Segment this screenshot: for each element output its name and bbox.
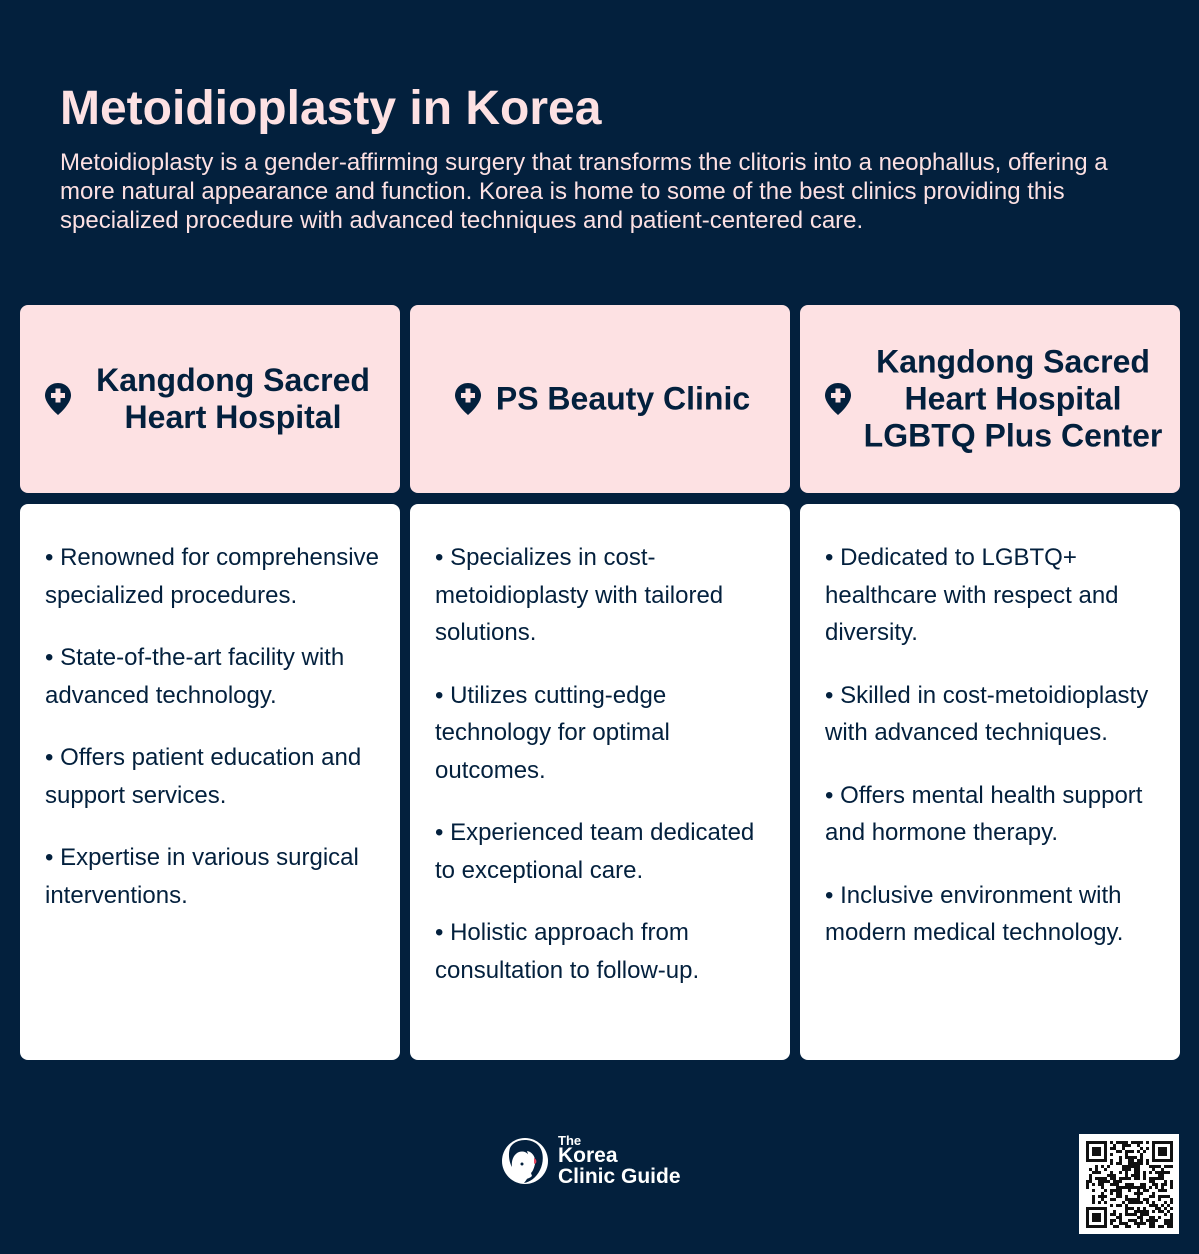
hospital-pin-icon (824, 382, 852, 416)
clinic-name: Kangdong Sacred Heart Hospital LGBTQ Plus Center (863, 343, 1163, 454)
qr-code (1079, 1134, 1179, 1234)
clinic-point: • Specializes in cost-metoidioplasty with tailored solutions. (435, 544, 724, 646)
clinic-card-body (800, 504, 1180, 1060)
woman-profile-logo-icon (500, 1134, 550, 1186)
clinic-point: • Offers patient education and support services. (45, 744, 362, 809)
clinic-point: • Renowned for comprehensive specialized procedures. (45, 544, 379, 609)
clinic-card-header (410, 305, 790, 493)
page-title: Metoidioplasty in Korea (60, 82, 602, 135)
clinic-point: • State-of-the-art facility with advanced technology. (45, 644, 345, 709)
clinic-point: • Dedicated to LGBTQ+ healthcare with respect and diversity. (825, 544, 1119, 646)
clinic-point: • Inclusive environment with modern medical technology. (825, 881, 1124, 946)
logo-line-clinic-guide: Clinic Guide (558, 1165, 681, 1188)
clinic-name: PS Beauty Clinic (495, 380, 751, 417)
logo-line-korea: Korea (558, 1144, 618, 1167)
page-intro: Metoidioplasty is a gender-affirming surgery that transforms the clitoris into a neophallus, offering a more natural appearance and function. Korea is home to some of the best clinics providing this specialized procedure with advanced techniques and patient-centered care. (60, 149, 1108, 234)
hospital-pin-icon (454, 382, 482, 416)
clinic-point: • Expertise in various surgical interventions. (45, 844, 359, 909)
clinic-name: Kangdong Sacred Heart Hospital (96, 362, 370, 435)
clinic-card-body (20, 504, 400, 1060)
clinic-point: • Experienced team dedicated to exceptional care. (435, 819, 755, 884)
logo-brand-text (558, 1145, 681, 1187)
korea-clinic-guide-logo (500, 1132, 700, 1190)
logo-the: The (558, 1133, 582, 1148)
clinic-points (45, 539, 380, 914)
clinic-point: • Holistic approach from consultation to follow-up. (435, 919, 700, 984)
clinic-card-header (800, 305, 1180, 493)
clinic-card-header (20, 305, 400, 493)
clinic-point: • Skilled in cost-metoidioplasty with advanced techniques. (825, 681, 1149, 746)
hospital-pin-icon (44, 382, 72, 416)
clinic-card-body (410, 504, 790, 1060)
clinic-point: • Utilizes cutting-edge technology for optimal outcomes. (435, 681, 670, 784)
qr-code-icon (1079, 1134, 1179, 1234)
clinic-point: • Offers mental health support and hormone therapy. (825, 781, 1143, 846)
clinic-points (435, 539, 770, 989)
page-header (60, 80, 1145, 235)
clinic-points (825, 539, 1160, 952)
